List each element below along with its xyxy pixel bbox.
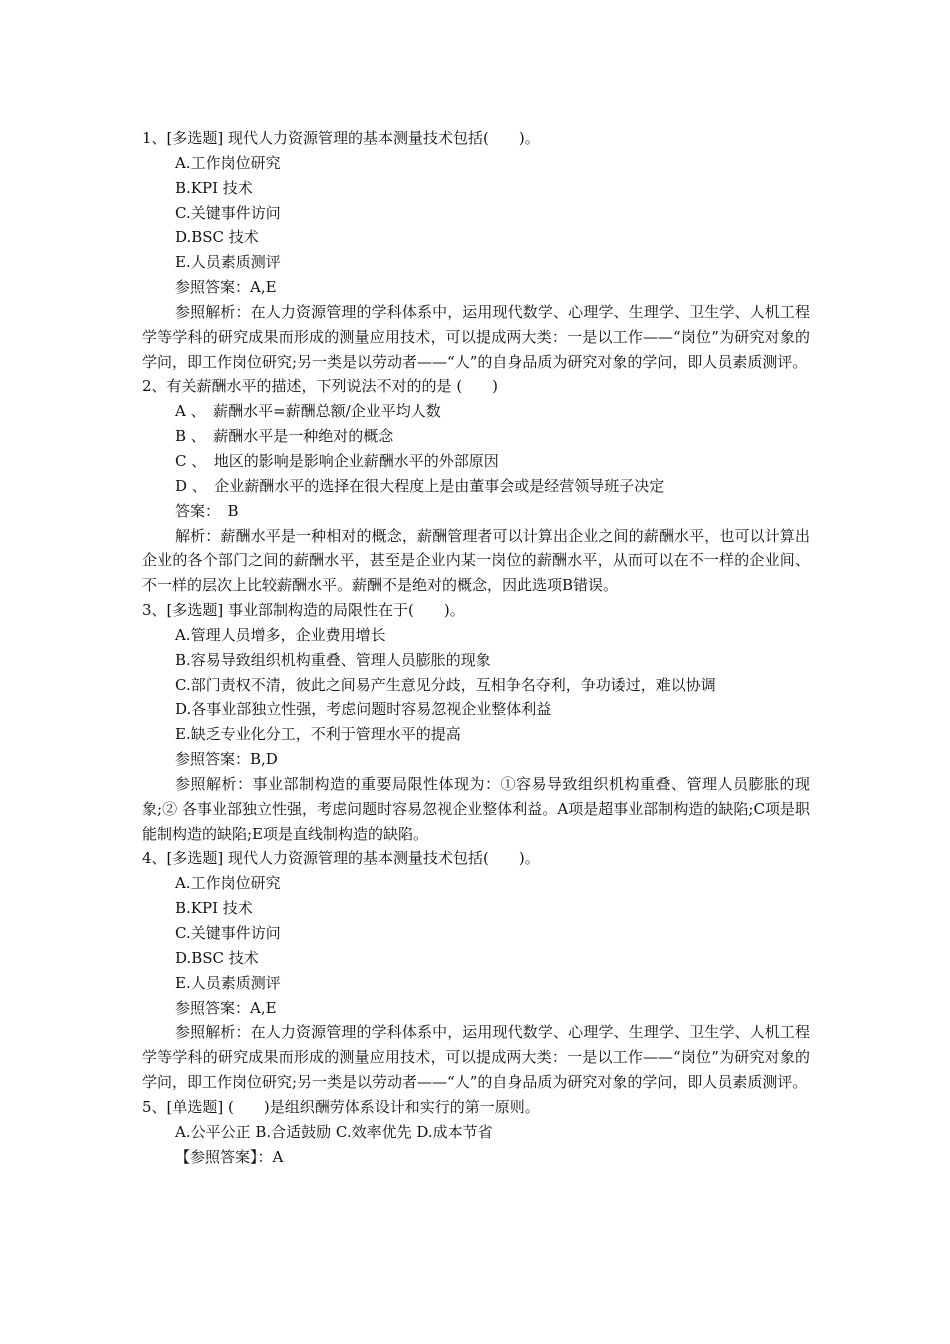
- question-stem: 2、有关薪酬水平的描述，下列说法不对的的是 ( ): [142, 377, 499, 396]
- option: D.BSC 技术: [175, 948, 259, 967]
- option: C.部门责权不清，彼此之间易产生意见分歧，互相争名夺利，争功诿过，难以协调: [175, 675, 716, 694]
- analysis: 参照解析：在人力资源管理的学科体系中，运用现代数学、心理学、生理学、卫生学、人机工程学等学科的研究成果而形成的测量应用技术，可以提成两大类：一是以工作——“岗位”为研究对象的学问，即工作岗位研究;另一类是以劳动者——“人”的自身品质为研究对象的学问，即人员素质测评。: [142, 302, 810, 371]
- option: E.缺乏专业化分工，不利于管理水平的提高: [175, 725, 461, 744]
- question-stem: 4、[多选题] 现代人力资源管理的基本测量技术包括( )。: [142, 849, 540, 868]
- answer: 【参照答案】：A: [175, 1147, 284, 1166]
- question-4: [142, 846, 810, 1094]
- option: D 、 企业薪酬水平的选择在很大程度上是由董事会或是经营领导班子决定: [175, 476, 665, 495]
- option: E.人员素质测评: [175, 253, 281, 272]
- option: B.KPI 技术: [175, 178, 253, 197]
- option: C.关键事件访问: [175, 203, 281, 222]
- option: C.关键事件访问: [175, 924, 281, 942]
- option: A.管理人员增多，企业费用增长: [175, 625, 386, 644]
- question-stem: 1、[多选题] 现代人力资源管理的基本测量技术包括( )。: [142, 129, 540, 147]
- analysis: 解析：薪酬水平是一种相对的概念，薪酬管理者可以计算出企业之间的薪酬水平，也可以计算出企业的各个部门之间的薪酬水平，甚至是企业内某一岗位的薪酬水平，从而可以在不一样的企业间、不一样的层次上比较薪酬水平。薪酬不是绝对的概念，因此选项B错误。: [142, 526, 810, 595]
- option: A.工作岗位研究: [175, 874, 281, 893]
- answer: 参照答案：B,D: [175, 750, 278, 769]
- option: B.KPI 技术: [175, 899, 253, 918]
- option: D.各事业部独立性强，考虑问题时容易忽视企业整体利益: [175, 700, 552, 719]
- question-5: [142, 1095, 810, 1170]
- question-3: [142, 598, 810, 846]
- document-content: [142, 126, 810, 1169]
- question-stem: 5、[单选题] ( )是组织酬劳体系设计和实行的第一原则。: [142, 1097, 540, 1116]
- question-stem: 3、[多选题] 事业部制构造的局限性在于( )。: [142, 601, 465, 620]
- option: E.人员素质测评: [175, 973, 281, 992]
- analysis: 参照解析：在人力资源管理的学科体系中，运用现代数学、心理学、生理学、卫生学、人机工程学等学科的研究成果而形成的测量应用技术，可以提成两大类：一是以工作——“岗位”为研究对象的学问，即工作岗位研究;另一类是以劳动者——“人”的自身品质为研究对象的学问，即人员素质测评。: [142, 1023, 810, 1092]
- option: B.容易导致组织机构重叠、管理人员膨胀的现象: [175, 650, 491, 669]
- answer: 答案： B: [175, 501, 239, 520]
- option: B 、 薪酬水平是一种绝对的概念: [175, 427, 394, 446]
- option: A.公平公正 B.合适鼓励 C.效率优先 D.成本节省: [175, 1122, 493, 1141]
- question-1: [142, 126, 810, 374]
- answer: 参照答案：A,E: [175, 998, 277, 1017]
- question-2: [142, 374, 810, 598]
- answer: 参照答案：A,E: [175, 278, 277, 297]
- option: A.工作岗位研究: [175, 153, 281, 172]
- option: C 、 地区的影响是影响企业薪酬水平的外部原因: [175, 451, 499, 470]
- analysis: 参照解析：事业部制构造的重要局限性体现为：①容易导致组织机构重叠、管理人员膨胀的现象;② 各事业部独立性强，考虑问题时容易忽视企业整体利益。A项是超事业部制构造的缺陷;C项是职能制构造的缺陷;E项是直线制构造的缺陷。: [142, 774, 810, 843]
- option: A 、 薪酬水平=薪酬总额/企业平均人数: [175, 402, 441, 421]
- option: D.BSC 技术: [175, 228, 259, 247]
